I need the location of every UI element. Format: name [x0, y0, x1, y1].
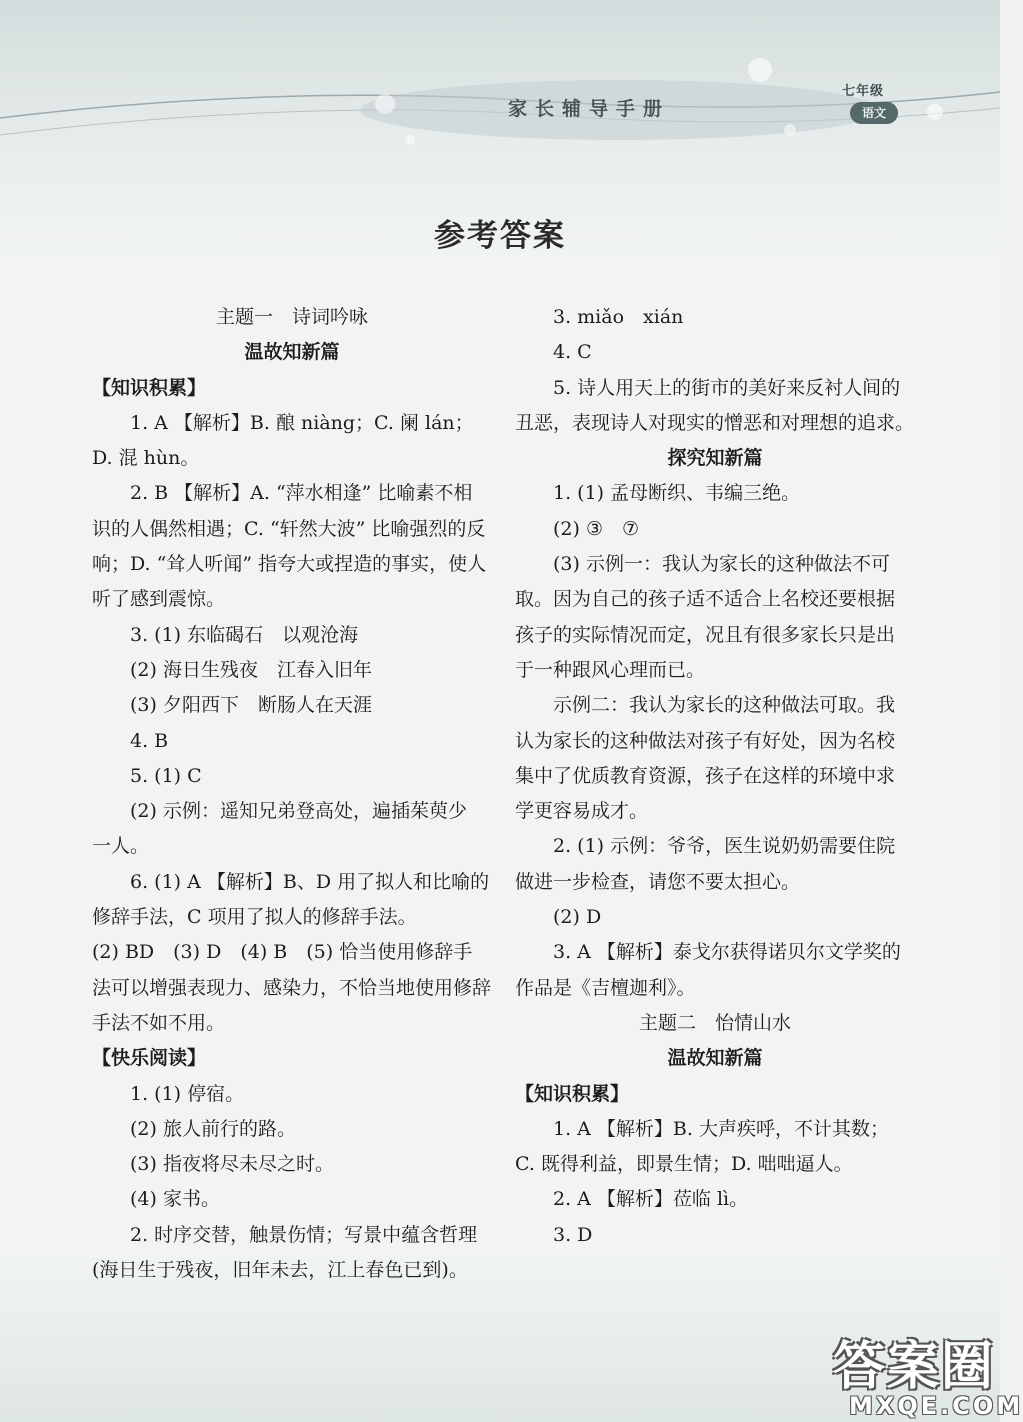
answer-line: 手法不如不用。	[92, 1011, 226, 1034]
answer-line: (3) 夕阳西下 断肠人在天涯	[130, 694, 372, 717]
answer-line: (3) 指夜将尽未尽之时。	[130, 1153, 334, 1176]
watermark	[795, 1318, 1023, 1422]
answer-line: 于一种跟风心理而已。	[515, 658, 706, 681]
answer-line: (2) 海日生残夜 江春入旧年	[130, 658, 372, 681]
answer-line: 【快乐阅读】	[92, 1047, 207, 1070]
right-answer-column	[515, 300, 915, 1253]
answer-line: 1. (1) 停宿。	[130, 1082, 245, 1105]
answer-line: D. 混 hùn。	[92, 447, 200, 470]
answer-line: 2. B 【解析】A. “萍水相逢” 比喻素不相	[130, 482, 473, 505]
left-answer-column	[92, 300, 492, 1288]
answer-line: 3. miǎo xián	[553, 306, 684, 328]
answer-line: 1. A 【解析】B. 酿 niàng；C. 阑 lán；	[130, 411, 474, 434]
logo-grade-text: 七年级	[842, 84, 885, 99]
answer-line: 2. 时序交替，触景伤情；写景中蕴含哲理	[130, 1223, 478, 1246]
answer-line: 认为家长的这种做法对孩子有好处，因为名校	[515, 729, 896, 752]
answer-line: 4. B	[130, 729, 169, 752]
answer-line: 【知识积累】	[515, 1082, 630, 1105]
answer-line: 一人。	[92, 835, 150, 858]
page-header	[0, 0, 1000, 170]
answer-line: 3. (1) 东临碣石 以观沧海	[130, 623, 359, 646]
answer-line: 修辞手法，C 项用了拟人的修辞手法。	[92, 906, 417, 929]
answer-line: 听了感到震惊。	[92, 588, 226, 611]
answer-line: (2) 示例：遥知兄弟登高处，遍插茱萸少	[130, 800, 467, 823]
answer-line: 2. (1) 示例：爷爷，医生说奶奶需要住院	[553, 835, 896, 858]
watermark-url: MXQE.COM	[849, 1392, 1023, 1420]
answer-line: 主题一 诗词吟咏	[215, 306, 368, 328]
answer-line: 1. A 【解析】B. 大声疾呼，不计其数；	[553, 1117, 889, 1140]
answer-line: (3) 示例一：我认为家长的这种做法不可	[553, 553, 890, 576]
answer-line: 孩子的实际情况而定，况且有很多家长只是出	[515, 623, 896, 646]
answer-line: (4) 家书。	[130, 1188, 220, 1211]
answer-line: 5. (1) C	[130, 764, 202, 787]
answer-line: C. 既得利益，即景生情；D. 咄咄逼人。	[515, 1153, 853, 1176]
answer-line: 5. 诗人用天上的街市的美好来反衬人间的	[553, 376, 901, 399]
answer-line: 取。因为自己的孩子适不适合上名校还要根据	[515, 588, 896, 611]
answer-line: 2. A 【解析】莅临 lì。	[553, 1188, 749, 1211]
answer-line: (2) ③ ⑦	[553, 517, 640, 540]
answer-line: 1. (1) 孟母断织、韦编三绝。	[553, 482, 801, 505]
page-title: 参考答案	[434, 218, 566, 254]
answer-line: (2) 旅人前行的路。	[130, 1117, 296, 1140]
answer-line: 示例二：我认为家长的这种做法可取。我	[553, 694, 896, 717]
answer-line: 响；D. “耸人听闻” 指夸大或捏造的事实，使人	[92, 553, 487, 576]
answer-line: 【知识积累】	[92, 376, 207, 399]
answer-line: 3. D	[553, 1223, 593, 1246]
answer-line: 主题二 怡情山水	[638, 1011, 791, 1034]
watermark-logo-text: 答案圈	[833, 1337, 996, 1397]
answer-line: 3. A 【解析】泰戈尔获得诺贝尔文学奖的	[553, 941, 901, 964]
answer-line: (海日生于残夜，旧年未去，江上春色已到)。	[92, 1259, 468, 1282]
answer-line: (2) BD (3) D (4) B (5) 恰当使用修辞手	[92, 941, 473, 964]
header-title: 家长辅导手册	[508, 98, 671, 120]
answer-line: 法可以增强表现力、感染力，不恰当地使用修辞	[92, 976, 492, 999]
answer-line: 识的人偶然相遇；C. “轩然大波” 比喻强烈的反	[92, 517, 486, 540]
answer-line: 做进一步检查，请您不要太担心。	[515, 870, 801, 893]
answer-line: 温故知新篇	[244, 341, 340, 364]
answer-line: 丑恶，表现诗人对现实的憎恶和对理想的追求。	[515, 411, 915, 434]
logo-subject-badge: 语文	[850, 102, 898, 124]
answer-line: 作品是《吉檀迦利》。	[515, 976, 696, 999]
grade-logo	[836, 74, 906, 134]
answer-line: 4. C	[553, 341, 592, 364]
answer-line: 集中了优质教育资源，孩子在这样的环境中求	[515, 764, 896, 787]
answer-line: 探究知新篇	[667, 447, 763, 470]
answer-line: (2) D	[553, 906, 602, 929]
answer-line: 6. (1) A 【解析】B、D 用了拟人和比喻的	[130, 870, 490, 893]
answer-line: 学更容易成才。	[515, 800, 649, 823]
answer-line: 温故知新篇	[667, 1047, 763, 1070]
